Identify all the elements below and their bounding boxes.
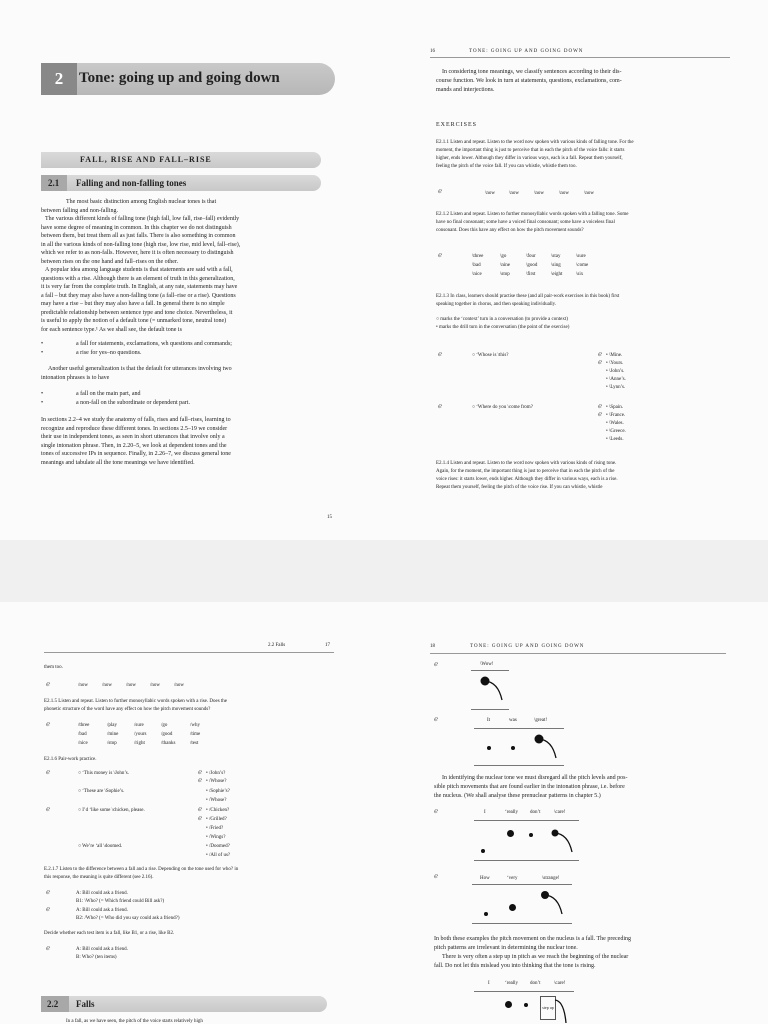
example-word: \care! [554, 981, 566, 986]
text-line: meanings and tabulate all the tone meanings we have identified. [41, 460, 195, 466]
pitch-top-line [474, 728, 564, 729]
audio-icon[interactable]: ℯ [434, 807, 439, 815]
pitch-dot [484, 912, 488, 916]
text-line: In identifying the nuclear tone we must disregard all the pitch levels and pos- [442, 775, 628, 781]
example-word: ‘very [507, 876, 518, 881]
text-line: feeling the pitch of the voice fall. If you can whistle, whistle them too. [436, 164, 577, 169]
bullet-text: a rise for yes–no questions. [76, 350, 142, 356]
text-line: Decide whether each test item is a fall, like B1, or a rise, like B2. [44, 931, 175, 936]
word-now: \now [485, 191, 495, 196]
word: \three [472, 254, 484, 259]
text-line: a fall – but they may also have a non-falling tone (a fall–rise or a rise). Questions [41, 293, 236, 299]
text-line: Again, for the moment, the important thing is just to perceive that in each the pitch of the [436, 469, 615, 474]
word: /mine [107, 732, 119, 737]
example-word: \care! [554, 810, 566, 815]
text-line: E.2.1.7 Listen to the difference between a fall and a rise. Depending on the tone used for who? in [44, 867, 239, 872]
text-line: it is very far from the complete truth. In English, at any rate, statements may have [41, 284, 238, 290]
text-line: E2.1.6 Pair-work practice. [44, 757, 97, 762]
audio-icon[interactable]: ℯ [598, 350, 603, 358]
text-line: predictable relationship between sentence type and tone choice. Nevertheless, it [41, 310, 233, 316]
chapter-title: Tone: going up and going down [79, 70, 280, 86]
context-turn: ○ We’re ‘all \doomed. [78, 844, 123, 849]
falling-tone-contour [554, 997, 568, 1024]
example-word: I [488, 981, 490, 986]
text-line: speaking together in chorus, and then speaking individually. [436, 302, 557, 307]
word: /bad [78, 732, 87, 737]
audio-icon[interactable]: ℯ [46, 888, 51, 896]
dialogue-line: A: Bill could ask a friend. [76, 908, 128, 913]
running-head: TONE: GOING UP AND GOING DOWN [469, 49, 584, 54]
falling-tone-contour [534, 732, 560, 764]
pitch-bottom-line [472, 923, 572, 924]
audio-icon[interactable]: ℯ [198, 776, 203, 784]
text-line: Repeat them yourself, feeling the pitch of the voice rise. If you can whistle, whistle [436, 485, 603, 490]
head-rule [430, 653, 726, 654]
audio-icon[interactable]: ℯ [434, 715, 439, 723]
text-line: Another useful generalization is that the default for utterances involving two [48, 366, 232, 372]
pitch-dot [481, 849, 485, 853]
text-line: is useful to apply the notion of a default tone (= unmarked tone, neutral tone) [41, 318, 227, 324]
audio-icon[interactable]: ℯ [198, 768, 203, 776]
word: /time [190, 732, 201, 737]
audio-icon[interactable]: ℯ [434, 872, 439, 880]
word-now: \now [509, 191, 519, 196]
text-line: which we refer to as non-falls. However, here it is often necessary to distinguish [41, 250, 234, 256]
section-number: 2.2 [47, 999, 59, 1009]
example-word: was [509, 718, 517, 723]
drill-turn: • /Whose? [206, 798, 227, 803]
pitch-dot [507, 830, 514, 837]
audio-icon[interactable]: ℯ [198, 805, 203, 813]
word-now: /now [126, 683, 136, 688]
page-17 [0, 602, 384, 1024]
audio-icon[interactable]: ℯ [46, 805, 51, 813]
word: /good [161, 732, 173, 737]
text-line: fall. Do not let this mislead you into thinking that the tone is rising. [434, 963, 596, 969]
context-turn: ○ ‘Where do you \come from? [472, 405, 533, 410]
text-line: for each sentence type.¹ As we shall see, the default tone is [41, 327, 182, 333]
text-line: tones of successive IPs in sequence. Finally, in 2.26–7, we discuss general tone [41, 451, 231, 457]
text-line: them too. [44, 665, 63, 670]
bullet-marker: • [41, 341, 44, 347]
word: \first [526, 272, 536, 277]
example-word: ‘really [505, 981, 519, 986]
drill-turn: • \Anne’s. [606, 377, 626, 382]
running-head: 2.2 Falls [268, 643, 286, 648]
word: \bad [472, 263, 481, 268]
example-word: \strange! [542, 876, 560, 881]
text-line: higher, ends lower. Although they differ in various ways, each is a fall. Repeat them yourself, [436, 156, 623, 161]
dialogue-line: B: Who? (ten items) [76, 955, 117, 960]
drill-turn: • \France. [606, 413, 626, 418]
page-number: 17 [325, 643, 330, 648]
page-15 [0, 0, 384, 540]
page-16 [384, 0, 768, 540]
drill-turn: • /Doomed? [206, 844, 230, 849]
drill-turn: • \Spain. [606, 405, 624, 410]
word-now: /now [150, 683, 160, 688]
step-up-label: step up [542, 1005, 554, 1010]
text-line: In a fall, as we have seen, the pitch of the voice starts relatively high [66, 1019, 203, 1024]
pitch-bottom-line [471, 709, 509, 710]
bullet-text: a fall on the main part, and [76, 391, 141, 397]
section-title: Falls [76, 999, 95, 1009]
drill-turn: • /Sophie’s? [206, 789, 230, 794]
example-word: ‘really [505, 810, 519, 815]
drill-turn: • \Greece. [606, 429, 626, 434]
context-turn: ○ ‘These are \Sophie’s. [78, 789, 125, 794]
word: \eight [551, 272, 563, 277]
text-line: mands and interjections. [436, 87, 495, 93]
text-line: consonant. Does this have any effect on how the pitch movement sounds? [436, 228, 584, 233]
context-turn: ○ I’d ‘like some \chicken, please. [78, 808, 145, 813]
word-now: /now [102, 683, 112, 688]
word-now: \now [584, 191, 594, 196]
example-word: How [480, 876, 490, 881]
page-number: 16 [430, 49, 435, 54]
pitch-dot [529, 833, 533, 837]
text-line: between them, but treat them all as just falls. There is also something in common [41, 233, 236, 239]
text-line: E2.1.1 Listen and repeat. Listen to the word now spoken with various kinds of falling tone. For the [436, 140, 634, 145]
word: \nine [500, 263, 510, 268]
drill-turn: • /All of us? [206, 853, 231, 858]
word: /thanks [161, 741, 176, 746]
drill-turn: • \John’s. [606, 369, 625, 374]
text-line: recognize and reproduce these different tones. In sections 2.5–19 we consider [41, 426, 228, 432]
word: \sure [576, 254, 586, 259]
text-line: ○ marks the ‘context’ turn in a conversation (to provide a context) [436, 317, 568, 322]
pitch-dot [487, 746, 491, 750]
exercises-heading: EXERCISES [436, 122, 478, 128]
word-now: \now [534, 191, 544, 196]
pitch-dot [524, 1003, 528, 1007]
section-title: FALL, RISE AND FALL–RISE [80, 155, 212, 164]
audio-icon[interactable]: ℯ [438, 251, 443, 259]
text-line: The most basic distinction among English nuclear tones is that [66, 199, 217, 205]
text-line: E2.1.4 Listen and repeat. Listen to the word now spoken with various kinds of rising tone. [436, 461, 617, 466]
context-turn: ○ ‘Whose is \this? [472, 353, 509, 358]
text-line: phonetic structure of the word have any effect on how the pitch movement sounds? [44, 707, 211, 712]
text-line: In considering tone meanings, we classify sentences according to their dis- [442, 69, 622, 75]
text-line: the nucleus. (We shall analyse these prenuclear patterns in chapter 5.) [434, 793, 601, 799]
text-line: this response, the meaning is quite different (see 2.16). [44, 875, 154, 880]
example-word: don’t [530, 810, 541, 815]
dialogue-line: B2: /Who? (= Who did you say could ask a friend?) [76, 916, 180, 921]
text-line: pitch patterns are irrelevant in determining the nuclear tone. [434, 945, 578, 951]
word: \go [500, 254, 507, 259]
audio-icon[interactable]: ℯ [438, 187, 443, 195]
page-18 [384, 602, 768, 1024]
drill-turn: • \Yours. [606, 361, 624, 366]
subsection-number: 2.1 [48, 178, 60, 188]
text-line: E2.1.5 Listen and repeat. Listen to further monosyllabic words spoken with a rise. Does the [44, 699, 228, 704]
text-line: intonation phrases is to have [41, 375, 110, 381]
word: \stop [500, 272, 510, 277]
drill-turn: • \Mine. [606, 353, 623, 358]
drill-turn: • \Leeds. [606, 437, 624, 442]
word: /three [78, 723, 90, 728]
word-now: /now [78, 683, 88, 688]
bullet-marker: • [41, 350, 44, 356]
audio-icon[interactable]: ℯ [46, 680, 51, 688]
pitch-dot [511, 746, 515, 750]
dialogue-line: A: Bill could ask a friend. [76, 947, 128, 952]
text-line: between rises on the one hand and fall–rises on the other. [41, 259, 179, 265]
text-line: have some degree of meaning in common. In this chapter we do not distinguish [41, 225, 232, 231]
text-line: voice rises: it starts lower, ends higher. Although they differ in various ways, each is a rise. [436, 477, 618, 482]
word: \sing [551, 263, 561, 268]
word: /why [190, 723, 200, 728]
drill-turn: • /Fried? [206, 826, 224, 831]
audio-icon[interactable]: ℯ [438, 402, 443, 410]
audio-icon[interactable]: ℯ [46, 720, 51, 728]
example-word: \great! [534, 718, 548, 723]
word-now: \now [559, 191, 569, 196]
page-gap [0, 540, 768, 602]
text-line: There is very often a step up in pitch as we reach the beginning of the nuclear [442, 954, 629, 960]
word: \good [526, 263, 538, 268]
word: /stop [107, 741, 117, 746]
head-rule [430, 57, 730, 58]
audio-icon[interactable]: ℯ [438, 350, 443, 358]
head-rule [44, 652, 334, 653]
word: \come [576, 263, 589, 268]
audio-icon[interactable]: ℯ [598, 402, 603, 410]
pitch-dot [505, 1001, 512, 1008]
word: \nice [472, 272, 482, 277]
falling-tone-contour [480, 674, 506, 706]
text-line: In both these examples the pitch movement on the nucleus is a fall. The preceding [434, 936, 631, 942]
example-word: It [487, 718, 491, 723]
pitch-top-line [474, 991, 574, 992]
word: /nice [78, 741, 88, 746]
pitch-top-line [474, 820, 579, 821]
subsection-title: Falling and non-falling tones [76, 178, 187, 188]
word: \four [526, 254, 536, 259]
drill-turn: • \Wales. [606, 421, 624, 426]
chapter-number: 2 [41, 63, 77, 95]
audio-icon[interactable]: ℯ [46, 768, 51, 776]
drill-turn: • /Chicken? [206, 808, 230, 813]
audio-icon[interactable]: ℯ [46, 944, 51, 952]
text-line: In sections 2.2–4 we study the anatomy of falls, rises and fall–rises, learning to [41, 417, 231, 423]
example-word: I [484, 810, 486, 815]
drill-turn: • \Lynn’s. [606, 385, 626, 390]
text-line: may have a rise – but they may also have a fall. In general there is no simple [41, 301, 225, 307]
word: /right [134, 741, 145, 746]
word: /yours [134, 732, 147, 737]
page-number: 18 [430, 644, 435, 649]
text-line: A popular idea among language students is that statements are said with a fall, [45, 267, 233, 273]
word: \six [576, 272, 584, 277]
word: /sure [134, 723, 144, 728]
text-line: E2.1.2 Listen and repeat. Listen to further monosyllabic words spoken with a falling tone. Some [436, 212, 629, 217]
text-line: sible pitch movements that are found earlier in the intonation phrase, i.e. before [434, 784, 625, 790]
text-line: between falling and non-falling. [41, 208, 118, 214]
falling-tone-contour [550, 826, 576, 858]
audio-icon[interactable]: ℯ [198, 814, 203, 822]
text-line: The various different kinds of falling tone (high fall, low fall, rise–fall) evidently [45, 216, 240, 222]
text-line: course function. We look in turn at statements, questions, exclamations, com- [436, 78, 622, 84]
text-line: questions with a rise. Although there is an element of truth in this generalization, [41, 276, 235, 282]
text-line: single intonation phrase. Then, in 2.20–5, we look at dependent tones and the [41, 443, 227, 449]
word: /play [107, 723, 117, 728]
text-line: E2.1.3 In class, learners should practise these (and all pair-work exercises in this book) first [436, 294, 620, 299]
falling-tone-contour [540, 888, 568, 920]
running-head: TONE: GOING UP AND GOING DOWN [470, 644, 585, 649]
text-line: • marks the drill turn in the conversation (the point of the exercise) [436, 325, 570, 330]
drill-turn: • /Whose? [206, 779, 227, 784]
bullet-text: a fall for statements, exclamations, wh questions and commands; [76, 341, 232, 347]
text-line: have no final consonant; some have a voiced final consonant; some have a voiceless final [436, 220, 615, 225]
drill-turn: • /Grilled? [206, 817, 227, 822]
drill-turn: • /John’s? [206, 771, 226, 776]
text-line: their use in independent tones, as seen in short utterances that involve only a [41, 434, 225, 440]
example-word: \Wow! [480, 662, 494, 667]
pitch-bottom-line [474, 860, 579, 861]
dialogue-line: B1: \Who? (= Which friend could Bill ask?) [76, 899, 165, 904]
example-word: don’t [530, 981, 541, 986]
word: \stay [551, 254, 561, 259]
bullet-text: a non-fall on the subordinate or dependent part. [76, 400, 190, 406]
drill-turn: • /Wings? [206, 835, 226, 840]
text-line: in all the various kinds of non-falling tone (high rise, low rise, mid level, fall–rise), [41, 242, 241, 248]
word-now: /now [174, 683, 184, 688]
dialogue-line: A: Bill could ask a friend. [76, 891, 128, 896]
pitch-dot [509, 904, 516, 911]
word: /test [190, 741, 199, 746]
word: /go [161, 723, 168, 728]
context-turn: ○ ‘This money is \John’s. [78, 771, 129, 776]
audio-icon[interactable]: ℯ [598, 410, 603, 418]
bullet-marker: • [41, 400, 44, 406]
pitch-top-line [472, 884, 572, 885]
audio-icon[interactable]: ℯ [434, 660, 439, 668]
audio-icon[interactable]: ℯ [598, 358, 603, 366]
pitch-bottom-line [474, 765, 564, 766]
audio-icon[interactable]: ℯ [46, 905, 51, 913]
page-number: 15 [327, 515, 332, 520]
bullet-marker: • [41, 391, 44, 397]
text-line: moment, the important thing is just to perceive that in each the pitch of the voice falls: it starts [436, 148, 625, 153]
pitch-top-line [471, 670, 509, 671]
